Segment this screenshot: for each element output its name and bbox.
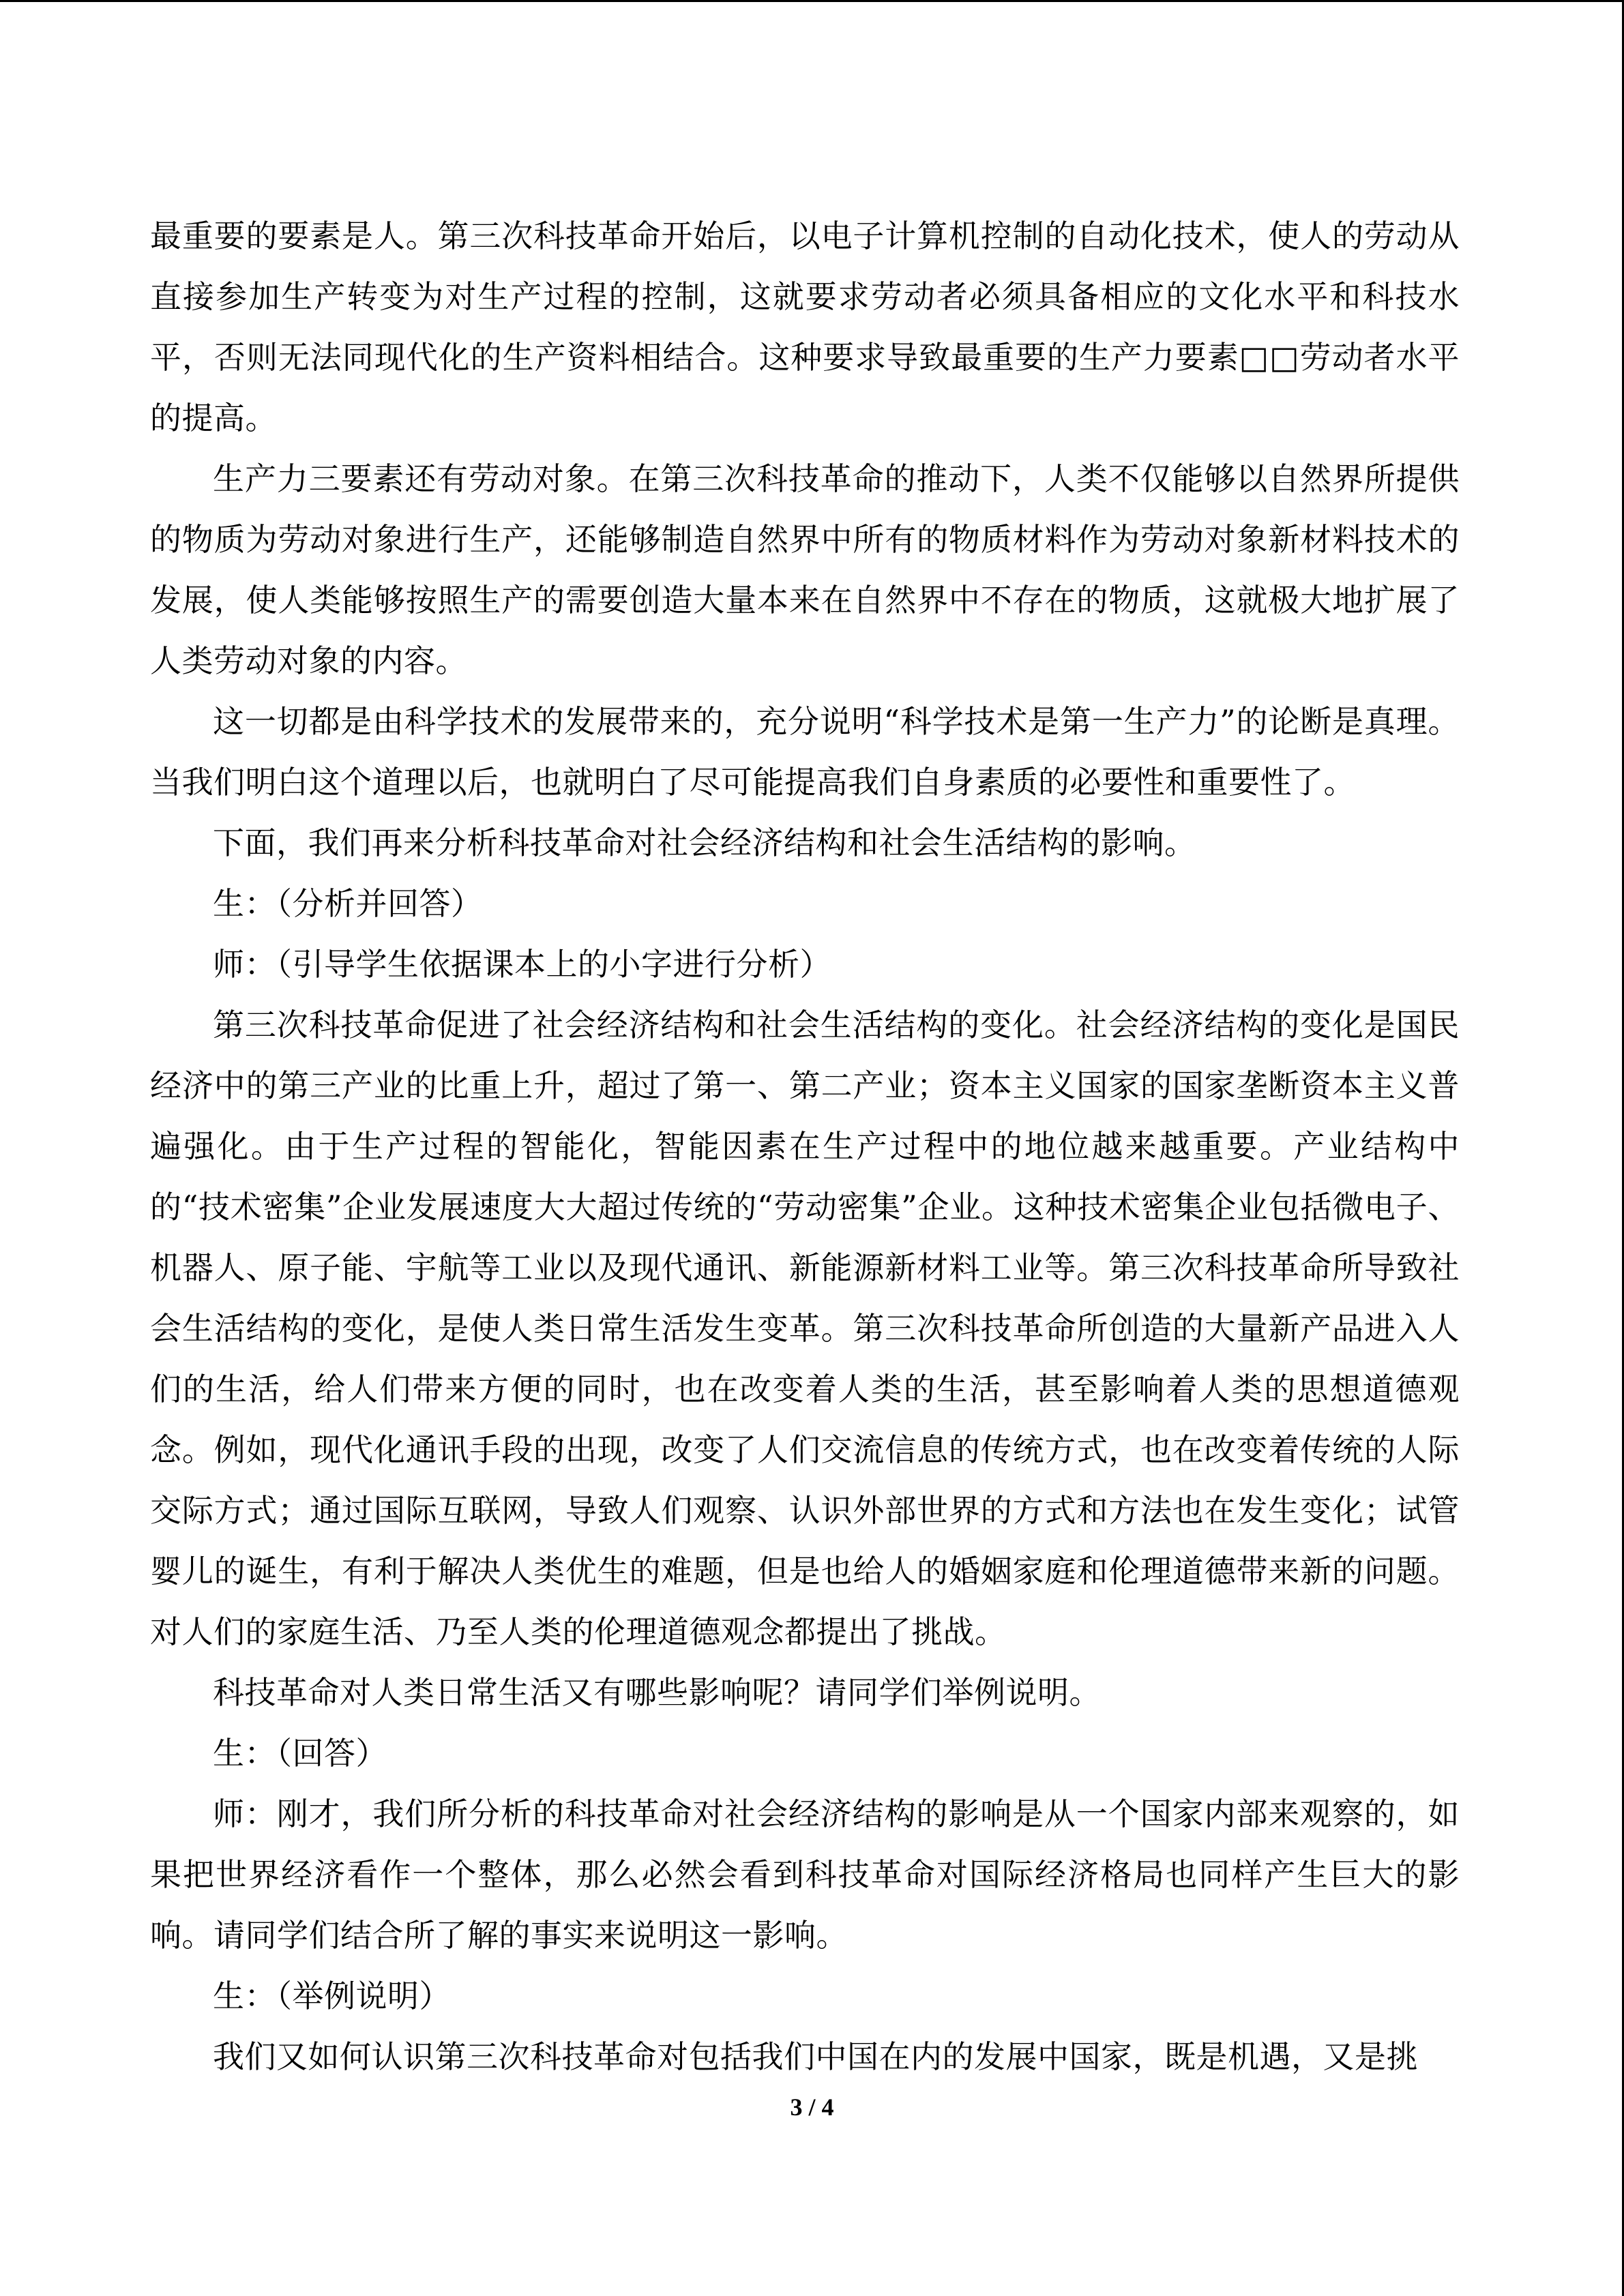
paragraph-student-answer-1: 生：（分析并回答） <box>213 885 483 922</box>
paragraph-question-daily-life: 科技革命对人类日常生活又有哪些影响呢？请同学们举例说明。 <box>213 1674 1101 1711</box>
page-number: 3 / 4 <box>790 2093 834 2121</box>
paragraph-transition: 下面，我们再来分析科技革命对社会经济结构和社会生活结构的影响。 <box>213 824 1196 861</box>
paragraph-teacher-guide: 师：（引导学生依据课本上的小字进行分析） <box>213 946 831 983</box>
page-top-border <box>0 0 1624 2</box>
paragraph-student-answer-3: 生：（举例说明） <box>213 1978 451 2014</box>
document-body <box>150 206 1460 2087</box>
paragraph-structure-change: 第三次科技革命促进了社会经济结构和社会生活结构的变化。社会经济结构的变化是国民经济中的第三产业的比重上升，超过了第一、第二产业；资本主义国家的国家垄断资本主义普遍强化。由于生产过程的智能化，智能因素在生产过程中的地位越来越重要。产业结构中的“技术密集”企业发展速度大大超过传统的“劳动密集”企业。这种技术密集企业包括微电子、机器人、原子能、宇航等工业以及现代通讯、新能源新材料工业等。第三次科技革命所导致社会生活结构的变化，是使人类日常生活发生变革。第三次科技革命所创造的大量新产品进入人们的生活，给人们带来方便的同时，也在改变着人类的生活，甚至影响着人类的思想道德观念。例如，现代化通讯手段的出现，改变了人们交流信息的传统方式，也在改变着传统的人际交际方式；通过国际互联网，导致人们观察、认识外部世界的方式和方法也在发生变化；试管婴儿的诞生，有利于解决人类优生的难题，但是也给人的婚姻家庭和伦理道德带来新的问题。对人们的家庭生活、乃至人类的伦理道德观念都提出了挑战。 <box>150 1007 1460 1650</box>
paragraph-opportunity-challenge: 我们又如何认识第三次科技革命对包括我们中国在内的发展中国家，既是机遇，又是挑 <box>213 2038 1418 2075</box>
paragraph-labor-object: 生产力三要素还有劳动对象。在第三次科技革命的推动下，人类不仅能够以自然界所提供的物质为劳动对象进行生产，还能够制造自然界中所有的物质材料作为劳动对象新材料技术的发展，使人类能够按照生产的需要创造大量本来在自然界中不存在的物质，这就极大地扩展了人类劳动对象的内容。 <box>150 460 1460 679</box>
paragraph-student-answer-2: 生：（回答） <box>213 1735 387 1772</box>
paragraph-teacher-international: 师：刚才，我们所分析的科技革命对社会经济结构的影响是从一个国家内部来观察的，如果把世界经济看作一个整体，那么必然会看到科技革命对国际经济格局也同样产生巨大的影响。请同学们结合所了解的事实来说明这一影响。 <box>150 1795 1460 1954</box>
paragraph-science-productivity: 这一切都是由科学技术的发展带来的，充分说明“科学技术是第一生产力”的论断是真理。当我们明白这个道理以后，也就明白了尽可能提高我们自身素质的必要性和重要性了。 <box>150 703 1460 801</box>
paragraph-continued: 最重要的要素是人。第三次科技革命开始后，以电子计算机控制的自动化技术，使人的劳动从直接参加生产转变为对生产过程的控制，这就要求劳动者必须具备相应的文化水平和科技水平，否则无法同现代化的生产资料相结合。这种要求导致最重要的生产力要素□□劳动者水平的提高。 <box>150 218 1460 436</box>
